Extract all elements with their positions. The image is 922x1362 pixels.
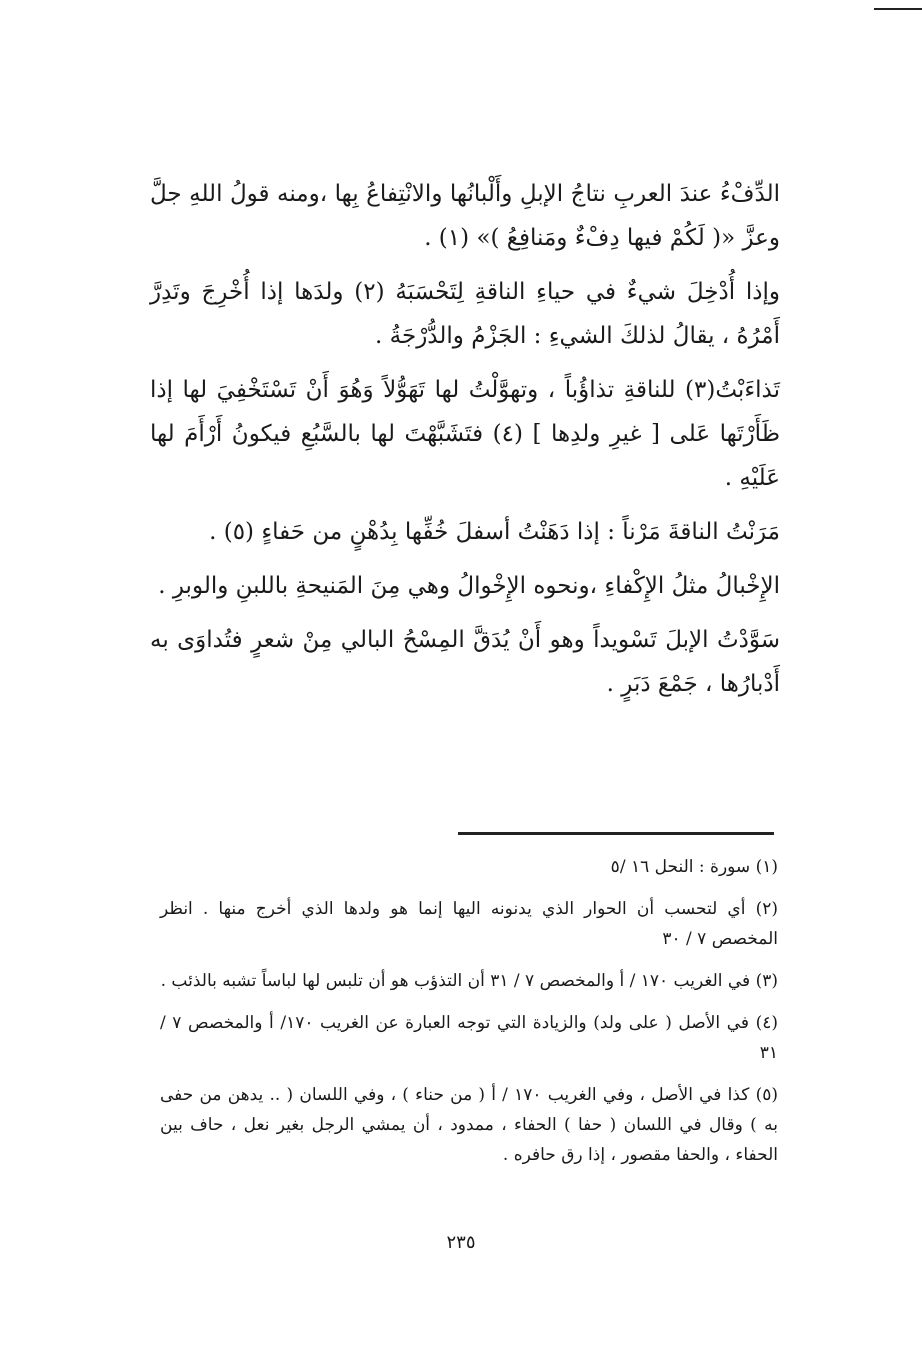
paragraph-1: الدِّفْءُ عندَ العربِ نتاجُ الإبلِ وأَلْبانُها والانْتِفاعُ بِها ،ومنه قولُ اللهِ جلَّ وعزَّ «( لَكُمْ فيها دِفْءٌ ومَنافِعُ )» (١) . bbox=[150, 181, 780, 251]
footnote-2: (٢) أي لتحسب أن الحوار الذي يدنونه اليها إنما هو ولدها الذي أخرج منها . انظر المخصص ٧ / ٣٠ bbox=[160, 899, 778, 949]
footnote-1: (١) سورة : النحل ١٦ /٥ bbox=[610, 857, 778, 877]
paragraph-4: مَرَنْتُ الناقةَ مَرْناً : إذا دَهَنْتُ أسفلَ خُفِّها بِدُهْنٍ من حَفاءٍ (٥) . bbox=[209, 519, 780, 545]
corner-rule bbox=[874, 8, 922, 10]
main-text bbox=[150, 172, 780, 716]
paragraph-3: تَذاءَبْتُ(٣) للناقةِ تذاؤُباً ، وتهوَّلْتُ لها تَهَوُّلاً وَهُوَ أَنْ تَسْتَخْفِيَ لها إذا ظَأَرْتَها عَلى [ غيرِ ولدِها ] (٤) فتَشَبَّهْتَ لها بالسَّبُعِ فيكونُ أَرْأَمَ لها عَلَيْهِ . bbox=[150, 377, 780, 491]
paragraph-5: الإِخْبالُ مثلُ الإِكْفاءِ ،ونحوه الإِخْوالُ وهي مِنَ المَنيحةِ باللبنِ والوبرِ . bbox=[158, 573, 780, 599]
footnotes bbox=[160, 852, 778, 1182]
footnote-3: (٣) في الغريب ١٧٠ / أ والمخصص ٧ / ٣١ أن التذؤب هو أن تلبس لها لباساً تشبه بالذئب . bbox=[160, 971, 778, 991]
page-number: ٢٣٥ bbox=[446, 1232, 476, 1253]
footnote-5: (٥) كذا في الأصل ، وفي الغريب ١٧٠ / أ ( من حناء ) ، وفي اللسان ( .. يدهن من حفى به ) وقال في اللسان ( حفا ) الحفاء ، ممدود ، أن يمشي الرجل بغير نعل ، حاف بين الحفاء ، والحفا مقصور ، إذا رق حافره . bbox=[160, 1085, 778, 1165]
paragraph-6: سَوَّدْتُ الإبلَ تَسْويداً وهو أَنْ يُدَقَّ المِسْحُ البالي مِنْ شعرٍ فتُداوَى به أَدْبارُها ، جَمْعَ دَبَرٍ . bbox=[150, 627, 780, 697]
footnote-4: (٤) في الأصل ( على ولد) والزيادة التي توجه العبارة عن الغريب ١٧٠/ أ والمخصص ٧ / ٣١ bbox=[160, 1013, 778, 1063]
paragraph-2: وإذا أُدْخِلَ شيءٌ في حياءِ الناقةِ لِتَحْسَبَهُ (٢) ولدَها إذا أُخْرِجَ وتَدِرَّ أَمْرُهُ ، يقالُ لذلكَ الشيءِ : الجَزْمُ والدُّرْجَةُ . bbox=[150, 279, 780, 349]
footnote-divider bbox=[458, 832, 774, 835]
